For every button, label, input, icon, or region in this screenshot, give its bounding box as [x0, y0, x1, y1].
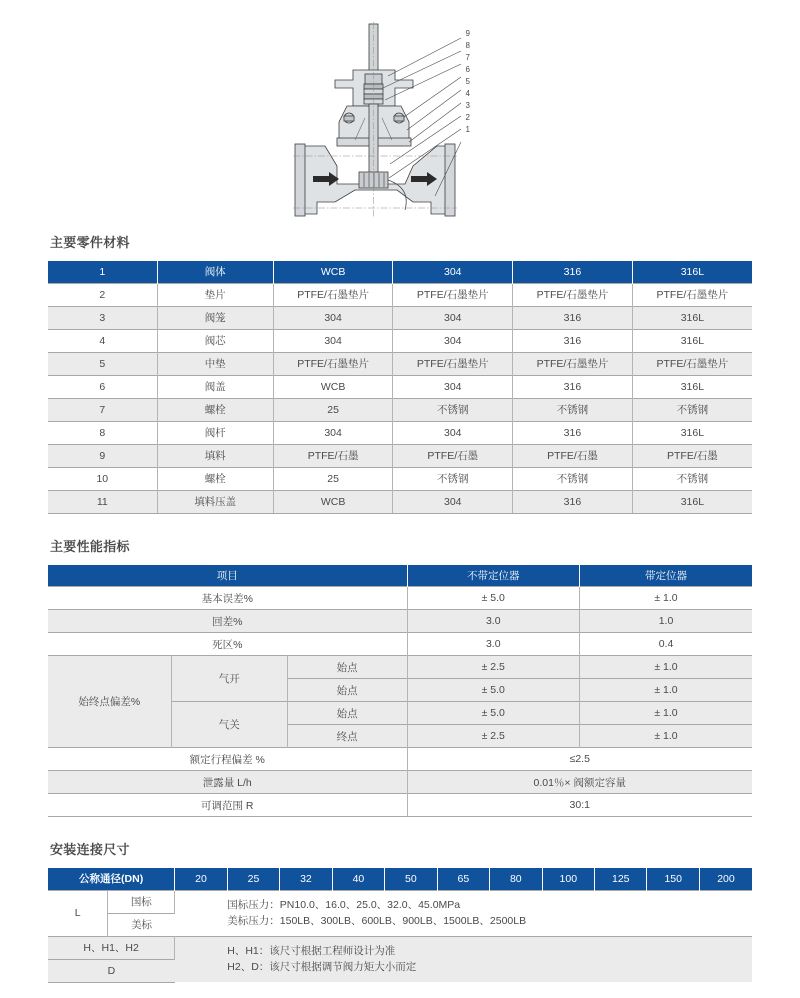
dn-value-header: 32 [280, 868, 332, 890]
pressure-note-gb: 国标压力：PN10.0、16.0、25.0、32.0、45.0MPa [227, 898, 461, 911]
cell-point: 始点 [287, 679, 407, 702]
cell-material: WCB [273, 490, 393, 513]
dimensions-title: 安装连接尺寸 [50, 842, 130, 857]
cell-material: 316L [632, 421, 752, 444]
cell-material: PTFE/石墨 [393, 444, 513, 467]
cell-material: 316L [632, 306, 752, 329]
cell-deviation-label: 始终点偏差% [48, 656, 171, 748]
cell-material: PTFE/石墨垫片 [513, 283, 633, 306]
cell-material: 304 [393, 329, 513, 352]
dn-value-header: 150 [647, 868, 699, 890]
callout-number: 6 [465, 65, 470, 74]
cell-part: 填料 [157, 444, 273, 467]
callout-number: 7 [465, 53, 470, 62]
cell-index: 3 [48, 306, 157, 329]
table-row [48, 283, 752, 306]
cell-index: 4 [48, 329, 157, 352]
cell-without-positioner: ± 2.5 [407, 656, 579, 679]
materials-title: 主要零件材料 [50, 235, 130, 250]
cell-index: 10 [48, 467, 157, 490]
table-row [48, 890, 752, 913]
cell-material: PTFE/石墨垫片 [393, 352, 513, 375]
cell-item-label: 可调范围 R [48, 794, 407, 817]
table-row [48, 421, 752, 444]
dn-value-header: 200 [699, 868, 752, 890]
performance-header-item: 项目 [48, 565, 407, 587]
cell-air-to-close: 气关 [171, 702, 287, 748]
materials-table [48, 261, 752, 514]
cell-with-positioner: ± 1.0 [579, 587, 752, 610]
callout-number: 5 [465, 77, 470, 86]
cell-material: PTFE/石墨 [273, 444, 393, 467]
cell-part: 阀芯 [157, 329, 273, 352]
table-row [48, 329, 752, 352]
materials-header-cell: 316L [632, 261, 752, 283]
dimension-note-h: H、H1：该尺寸根据工程师设计为准 [227, 944, 396, 957]
table-row [48, 352, 752, 375]
cell-material: 316 [513, 421, 633, 444]
table-row [48, 444, 752, 467]
table-row [48, 771, 752, 794]
cell-standard-ansi: 美标 [108, 913, 175, 936]
performance-header-without-positioner: 不带定位器 [407, 565, 579, 587]
cell-index: 2 [48, 283, 157, 306]
cell-point: 终点 [287, 725, 407, 748]
cell-index: 6 [48, 375, 157, 398]
cell-material: PTFE/石墨垫片 [273, 283, 393, 306]
materials-header-cell: 304 [393, 261, 513, 283]
cell-item-label: 额定行程偏差 % [48, 748, 407, 771]
cell-without-positioner: ± 5.0 [407, 587, 579, 610]
dimension-note-d: H2、D：该尺寸根据调节阀力矩大小而定 [227, 961, 417, 974]
performance-section [48, 536, 752, 818]
performance-title: 主要性能指标 [50, 538, 130, 554]
dn-value-header: 100 [542, 868, 594, 890]
cell-material: 304 [393, 421, 513, 444]
table-row [48, 794, 752, 817]
cell-material: PTFE/石墨垫片 [513, 352, 633, 375]
callout-number: 9 [465, 29, 470, 38]
cell-with-positioner: 0.4 [579, 633, 752, 656]
cell-part: 螺栓 [157, 467, 273, 490]
callout-number: 1 [465, 125, 470, 134]
cell-value: ≤2.5 [407, 748, 752, 771]
materials-header-cell: 316 [513, 261, 633, 283]
cell-material: 304 [273, 421, 393, 444]
cell-dimension-note [175, 936, 752, 982]
cell-point: 始点 [287, 702, 407, 725]
performance-table [48, 565, 752, 818]
materials-section [48, 232, 752, 514]
table-header-row [48, 565, 752, 587]
cell-value: 0.01％× 阀额定容量 [407, 771, 752, 794]
callout-number: 8 [465, 41, 470, 50]
cell-part: 阀杆 [157, 421, 273, 444]
cell-material: 304 [273, 329, 393, 352]
cell-air-to-open: 气开 [171, 656, 287, 702]
cell-dimension-group-l: L [48, 890, 108, 936]
cell-without-positioner: ± 5.0 [407, 702, 579, 725]
cell-material: 不锈钢 [393, 467, 513, 490]
table-row [48, 467, 752, 490]
cell-part: 阀盖 [157, 375, 273, 398]
cell-with-positioner: ± 1.0 [579, 679, 752, 702]
dimensions-table [48, 868, 752, 983]
materials-header-cell: WCB [273, 261, 393, 283]
cell-material: PTFE/石墨垫片 [632, 352, 752, 375]
performance-header-with-positioner: 带定位器 [579, 565, 752, 587]
cell-dimension-group-d: D [48, 959, 175, 982]
table-row [48, 656, 752, 679]
cell-without-positioner: ± 2.5 [407, 725, 579, 748]
dn-header-label: 公称通径(DN) [48, 868, 175, 890]
cell-material: 304 [393, 490, 513, 513]
cell-index: 5 [48, 352, 157, 375]
cell-material: 316 [513, 490, 633, 513]
cell-material: WCB [273, 375, 393, 398]
cell-item-label: 基本误差% [48, 587, 407, 610]
cell-without-positioner: ± 5.0 [407, 679, 579, 702]
callout-number: 2 [465, 113, 470, 122]
cell-material: 304 [393, 375, 513, 398]
cell-without-positioner: 3.0 [407, 610, 579, 633]
cell-material: 316 [513, 375, 633, 398]
cell-with-positioner: ± 1.0 [579, 656, 752, 679]
dn-value-header: 65 [437, 868, 489, 890]
table-row [48, 398, 752, 421]
cell-material: 25 [273, 398, 393, 421]
cell-material: 316L [632, 329, 752, 352]
valve-drawing-svg [285, 18, 515, 223]
table-header-row [48, 868, 752, 890]
dn-value-header: 40 [332, 868, 384, 890]
dn-value-header: 125 [595, 868, 647, 890]
cell-material: 304 [393, 306, 513, 329]
cell-material: PTFE/石墨 [632, 444, 752, 467]
cell-material: 316L [632, 375, 752, 398]
cell-material: 316L [632, 490, 752, 513]
cell-material: 25 [273, 467, 393, 490]
cell-index: 7 [48, 398, 157, 421]
cell-part: 垫片 [157, 283, 273, 306]
cell-part: 填料压盖 [157, 490, 273, 513]
valve-diagram-region [48, 0, 752, 232]
table-row [48, 936, 752, 959]
table-row [48, 306, 752, 329]
pressure-note-ansi: 美标压力：150LB、300LB、600LB、900LB、1500LB、2500LB [227, 915, 527, 927]
dimensions-section [48, 839, 752, 983]
cell-material: PTFE/石墨 [513, 444, 633, 467]
cell-material: 316 [513, 306, 633, 329]
table-row [48, 748, 752, 771]
valve-cross-section-diagram [285, 18, 515, 228]
cell-material: 不锈钢 [393, 398, 513, 421]
cell-part: 螺栓 [157, 398, 273, 421]
dn-value-header: 80 [490, 868, 542, 890]
materials-header-cell: 1 [48, 261, 157, 283]
dn-value-header: 50 [385, 868, 437, 890]
cell-value: 30:1 [407, 794, 752, 817]
cell-index: 8 [48, 421, 157, 444]
callout-number: 4 [465, 89, 470, 98]
table-row [48, 587, 752, 610]
cell-material: 不锈钢 [513, 398, 633, 421]
table-row [48, 490, 752, 513]
cell-with-positioner: ± 1.0 [579, 702, 752, 725]
cell-item-label: 泄露量 L/h [48, 771, 407, 794]
cell-index: 11 [48, 490, 157, 513]
table-row [48, 375, 752, 398]
cell-material: 不锈钢 [632, 398, 752, 421]
cell-with-positioner: 1.0 [579, 610, 752, 633]
cell-dimension-group-h: H、H1、H2 [48, 936, 175, 959]
cell-material: 304 [273, 306, 393, 329]
cell-material: PTFE/石墨垫片 [393, 283, 513, 306]
cell-index: 9 [48, 444, 157, 467]
callout-number: 3 [465, 101, 470, 110]
dn-value-header: 25 [227, 868, 279, 890]
cell-material: 316 [513, 329, 633, 352]
table-row [48, 633, 752, 656]
dn-value-header: 20 [175, 868, 227, 890]
cell-part: 中垫 [157, 352, 273, 375]
cell-material: PTFE/石墨垫片 [273, 352, 393, 375]
callout-number-list [425, 30, 471, 138]
cell-part: 阀笼 [157, 306, 273, 329]
cell-point: 始点 [287, 656, 407, 679]
cell-material: 不锈钢 [632, 467, 752, 490]
cell-with-positioner: ± 1.0 [579, 725, 752, 748]
table-header-row [48, 261, 752, 283]
cell-standard-gb: 国标 [108, 890, 175, 913]
materials-header-cell: 阀体 [157, 261, 273, 283]
table-row [48, 610, 752, 633]
cell-material: PTFE/石墨垫片 [632, 283, 752, 306]
cell-without-positioner: 3.0 [407, 633, 579, 656]
cell-item-label: 回差% [48, 610, 407, 633]
cell-pressure-note [175, 890, 752, 936]
cell-item-label: 死区% [48, 633, 407, 656]
cell-material: 不锈钢 [513, 467, 633, 490]
